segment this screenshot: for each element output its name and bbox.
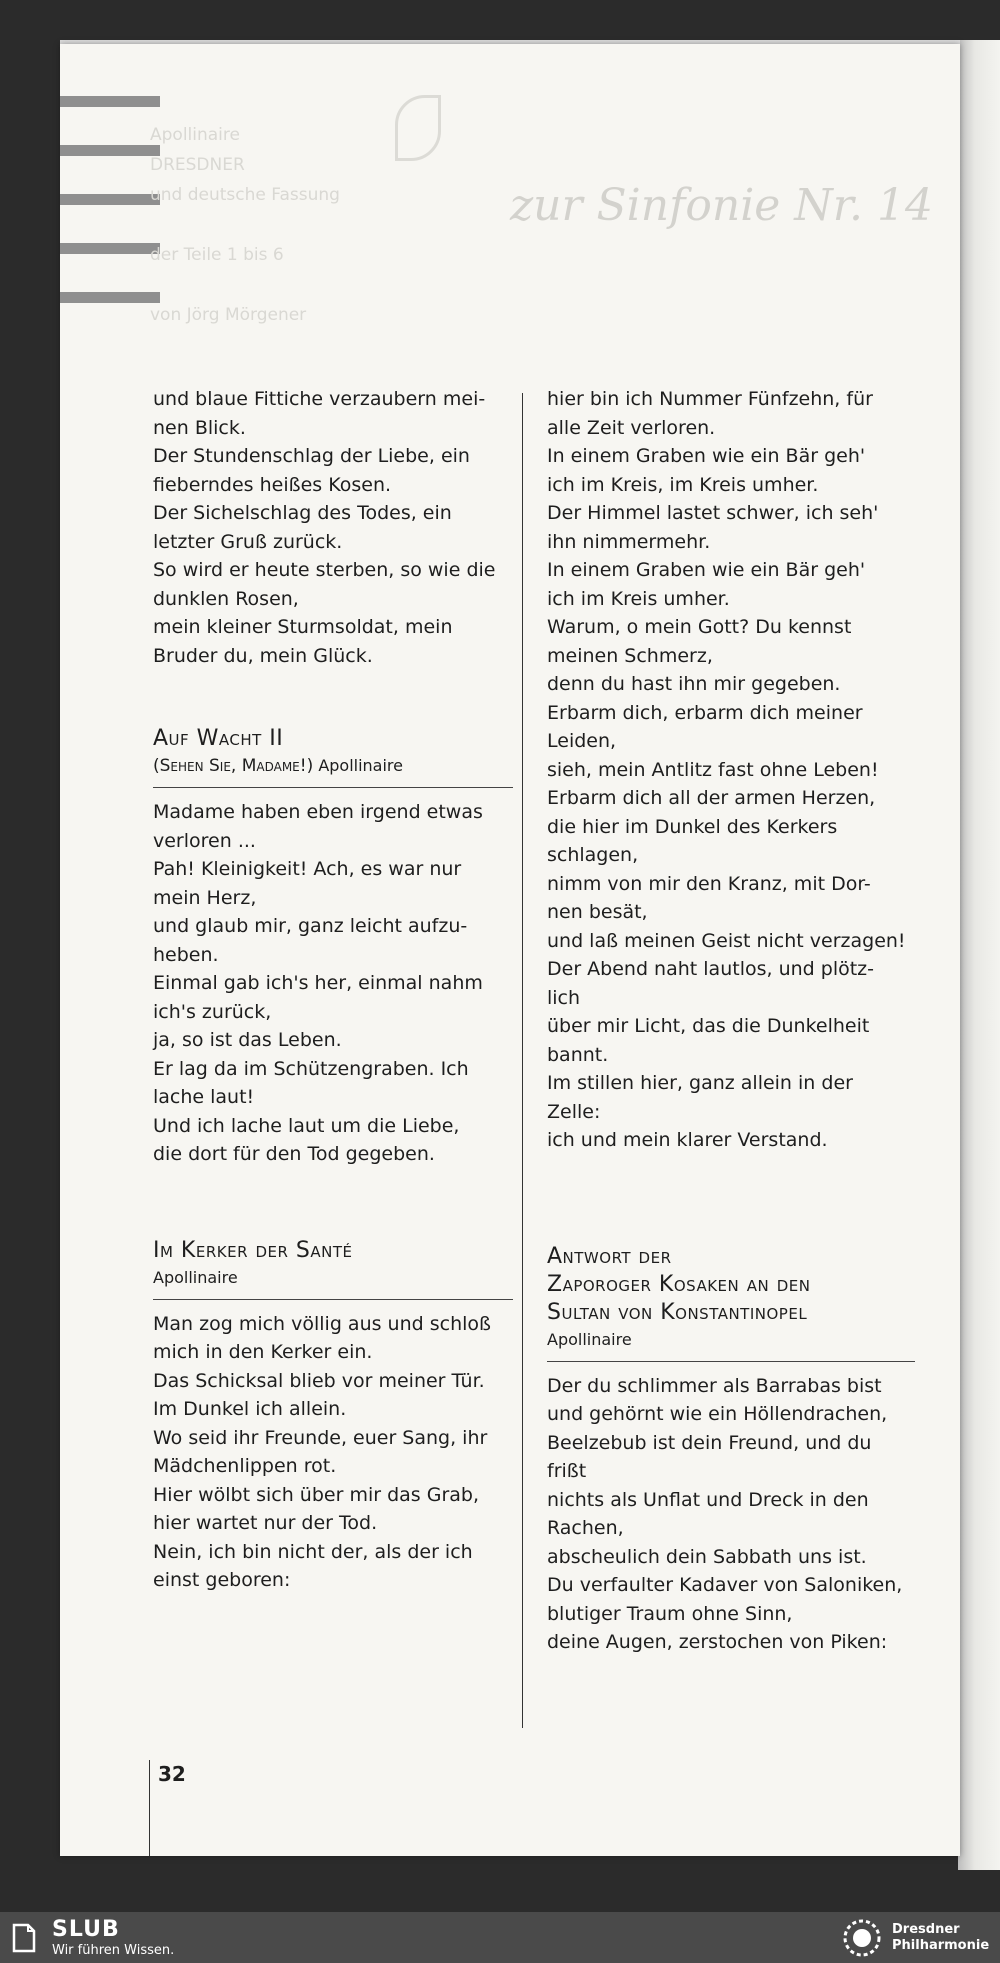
- bar-5: [60, 292, 160, 303]
- poem-title: Auf Wacht II: [153, 726, 284, 751]
- bleed-through-line: von Jörg Mörgener: [150, 305, 307, 325]
- verse-line: Erbarm dich all der armen Herzen,: [547, 787, 876, 809]
- verse-line: Rachen,: [547, 1517, 624, 1539]
- right-column: [547, 385, 915, 1657]
- bleed-through-line: und deutsche Fassung: [150, 185, 340, 205]
- verse-line: Du verfaulter Kadaver von Saloniken,: [547, 1574, 903, 1596]
- verse-line: abscheulich dein Sabbath uns ist.: [547, 1545, 867, 1568]
- verse-line: In einem Graben wie ein Bär geh': [547, 445, 866, 467]
- verse-line: ihn nimmermehr.: [547, 530, 711, 553]
- verse-line: nichts als Unflat und Dreck in den: [547, 1488, 869, 1511]
- bar-2: [60, 145, 160, 156]
- verse-line: Und ich lache laut um die Liebe,: [153, 1114, 460, 1137]
- bleed-through-title: zur Sinfonie Nr. 14: [510, 180, 933, 231]
- verse-line: Der Sichelschlag des Todes, ein: [153, 502, 452, 524]
- verse-line: und laß meinen Geist nicht verzagen!: [547, 929, 906, 952]
- verse-line: sieh, mein Antlitz fast ohne Leben!: [547, 758, 879, 781]
- poem-subtitle: [153, 753, 513, 779]
- verse-line: und glaub mir, ganz leicht aufzu-: [153, 915, 468, 937]
- poem-body: [153, 798, 513, 1169]
- philharmonie-logo-icon[interactable]: [842, 1918, 882, 1958]
- verse-line: Hier wölbt sich über mir das Grab,: [153, 1483, 480, 1506]
- bleed-through-line: [150, 210, 340, 240]
- verse-line: Bruder du, mein Glück.: [153, 644, 373, 667]
- page-number: 32: [158, 1762, 186, 1786]
- philharmonie-line-1: Dresdner: [892, 1922, 960, 1937]
- bar-4: [60, 243, 160, 254]
- verse-line: Leiden,: [547, 730, 617, 752]
- slub-slogan: Wir führen Wissen.: [52, 1943, 175, 1958]
- bleed-through-line: [150, 270, 340, 300]
- verse-line: nen besät,: [547, 901, 648, 923]
- bleed-through-line: der Teile 1 bis 6: [150, 245, 284, 265]
- verse-line: hier wartet nur der Tod.: [153, 1512, 378, 1534]
- verse-line: Warum, o mein Gott? Du kennst: [547, 616, 852, 638]
- intro-stanza: [153, 385, 513, 670]
- verse-line: Nein, ich bin nicht der, als der ich: [153, 1540, 473, 1563]
- bleed-through-line: Apollinaire: [150, 125, 240, 145]
- slub-logo-icon[interactable]: [12, 1923, 36, 1953]
- column-divider: [522, 393, 523, 1728]
- verse-line: Pah! Kleinigkeit! Ach, es war nur: [153, 858, 462, 880]
- verse-line: alle Zeit verloren.: [547, 416, 716, 439]
- verse-line: Madame haben eben irgend etwas: [153, 801, 483, 823]
- verse-line: lache laut!: [153, 1086, 255, 1108]
- verse-line: Wo seid ihr Freunde, euer Sang, ihr: [153, 1426, 488, 1449]
- verse-line: Der Abend naht lautlos, und plötz-: [547, 958, 874, 980]
- footer-bar: [0, 1912, 1000, 1963]
- verse-line: Zelle:: [547, 1100, 601, 1123]
- verse-line: hier bin ich Nummer Fünfzehn, für: [547, 388, 873, 410]
- verse-line: Der du schlimmer als Barrabas bist: [547, 1374, 882, 1397]
- bleed-through-lines: [150, 120, 340, 330]
- verse-line: schlagen,: [547, 844, 639, 866]
- verse-line: ich's zurück,: [153, 1000, 272, 1023]
- verse-line: lich: [547, 986, 581, 1009]
- verse-line: verloren ...: [153, 829, 256, 852]
- verse-line: letzter Gruß zurück.: [153, 530, 343, 553]
- verse-line: und blaue Fittiche verzaubern mei-: [153, 388, 486, 410]
- verse-line: blutiger Traum ohne Sinn,: [547, 1602, 793, 1625]
- verse-line: So wird er heute sterben, so wie die: [153, 559, 496, 581]
- verse-line: fieberndes heißes Kosen.: [153, 473, 392, 496]
- verse-line: die hier im Dunkel des Kerkers: [547, 815, 838, 838]
- title-rule: [153, 1299, 513, 1300]
- verse-line: Der Himmel lastet schwer, ich seh': [547, 502, 879, 524]
- poem-author: Apollinaire: [153, 1267, 238, 1287]
- poem-title-line: Sultan von Konstantinopel: [547, 1299, 808, 1325]
- title-rule: [547, 1361, 915, 1362]
- verse-line: einst geboren:: [153, 1569, 291, 1591]
- philharmonie-name[interactable]: [892, 1922, 989, 1954]
- verse-line: Man zog mich völlig aus und schloß: [153, 1312, 492, 1335]
- left-column: [153, 385, 513, 1595]
- verse-line: ich im Kreis umher.: [547, 587, 730, 610]
- verse-line: frißt: [547, 1460, 587, 1482]
- verse-line: Im Dunkel ich allein.: [153, 1398, 347, 1420]
- poem-title: Im Kerker der Santé: [153, 1237, 353, 1263]
- poem-body: [547, 1372, 915, 1657]
- poem-subtitle-text: (Sehen Sie, Madame!): [153, 756, 314, 776]
- bar-3: [60, 194, 160, 205]
- verse-line: heben.: [153, 943, 219, 966]
- verse-line: mein Herz,: [153, 886, 257, 909]
- philharmonie-line-2: Philharmonie: [892, 1938, 990, 1953]
- page-number-divider: [149, 1760, 150, 1856]
- verse-line: deine Augen, zerstochen von Piken:: [547, 1631, 888, 1653]
- poem-author: Apollinaire: [318, 756, 403, 775]
- title-rule: [153, 787, 513, 788]
- verse-line: nimm von mir den Kranz, mit Dor-: [547, 872, 871, 895]
- bar-1: [60, 96, 160, 107]
- verse-line: dunklen Rosen,: [153, 587, 299, 610]
- verse-line: Das Schicksal blieb vor meiner Tür.: [153, 1369, 485, 1392]
- verse-line: ich im Kreis, im Kreis umher.: [547, 473, 819, 496]
- verse-line: ja, so ist das Leben.: [153, 1029, 342, 1051]
- verse-line: nen Blick.: [153, 416, 246, 439]
- poem-title-line: Antwort der: [547, 1243, 672, 1269]
- verse-line: Im stillen hier, ganz allein in der: [547, 1072, 853, 1094]
- verse-line: mich in den Kerker ein.: [153, 1341, 373, 1363]
- verse-line: Erbarm dich, erbarm dich meiner: [547, 701, 863, 724]
- adjacent-page-edge: [958, 40, 1000, 1870]
- verse-line: mein kleiner Sturmsoldat, mein: [153, 616, 453, 638]
- verse-line: In einem Graben wie ein Bär geh': [547, 559, 866, 581]
- verse-line: ich und mein klarer Verstand.: [547, 1129, 828, 1151]
- verse-line: die dort für den Tod gegeben.: [153, 1143, 435, 1165]
- verse-line: Der Stundenschlag der Liebe, ein: [153, 445, 470, 467]
- poem-body: [153, 1310, 513, 1595]
- poem-title-line: Zaporoger Kosaken an den: [547, 1271, 811, 1297]
- slub-name[interactable]: SLUB: [52, 1917, 120, 1942]
- verse-line: Mädchenlippen rot.: [153, 1455, 337, 1477]
- verse-line: Beelzebub ist dein Freund, und du: [547, 1431, 872, 1454]
- verse-line: denn du hast ihn mir gegeben.: [547, 673, 841, 695]
- bleed-through-line: DRESDNER: [150, 155, 245, 175]
- verse-line: bannt.: [547, 1043, 609, 1066]
- poem-title-block: [547, 1243, 915, 1327]
- verse-line: Einmal gab ich's her, einmal nahm: [153, 972, 483, 994]
- verse-line: meinen Schmerz,: [547, 644, 713, 667]
- verse-line: Er lag da im Schützengraben. Ich: [153, 1057, 469, 1080]
- verse-line: über mir Licht, das die Dunkelheit: [547, 1015, 870, 1037]
- poem-author: Apollinaire: [547, 1329, 632, 1349]
- verse-line: und gehörnt wie ein Höllendrachen,: [547, 1403, 888, 1425]
- continuation-stanza: [547, 385, 915, 1155]
